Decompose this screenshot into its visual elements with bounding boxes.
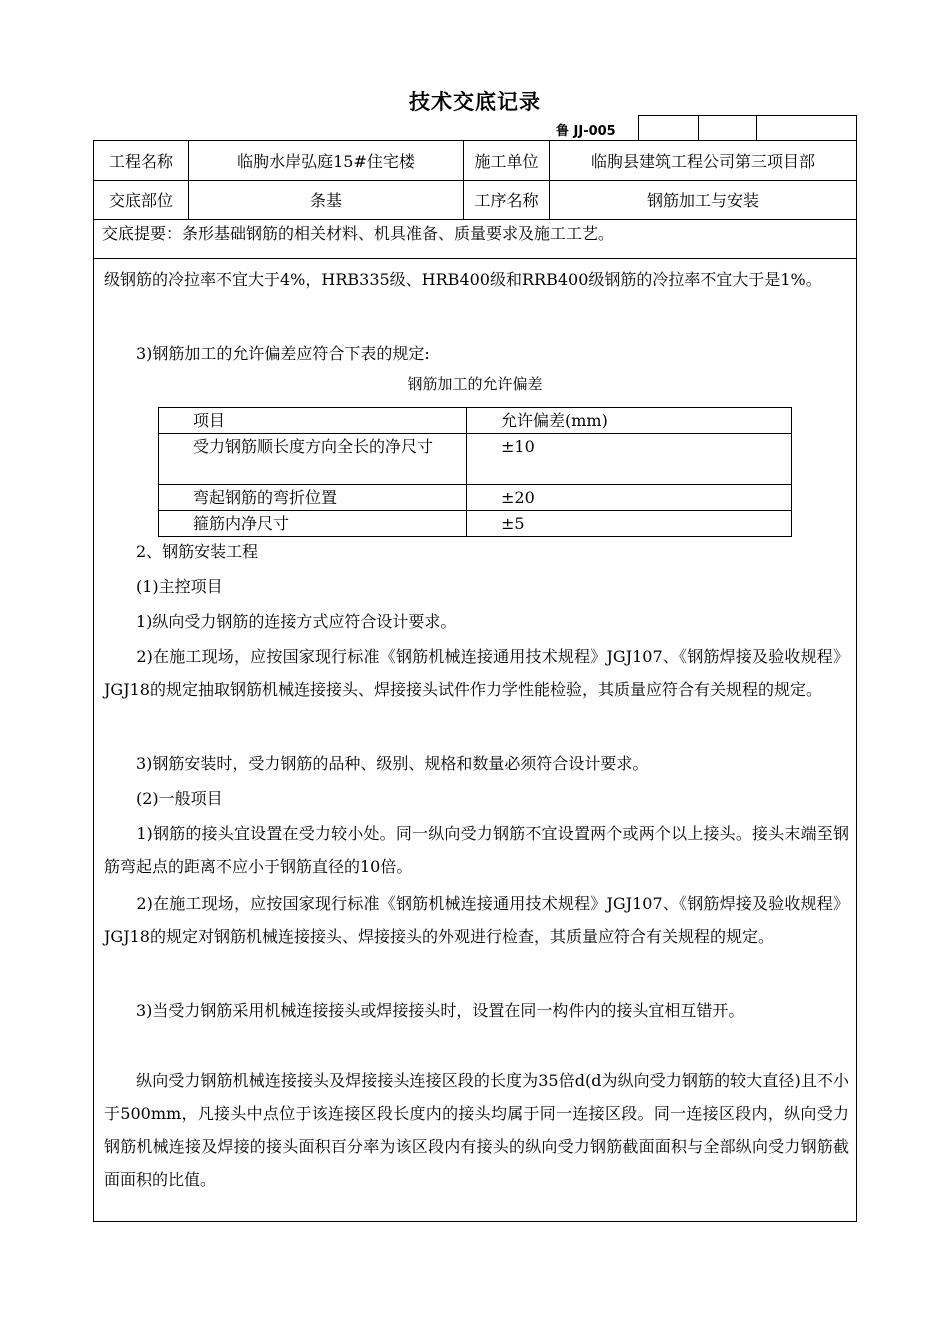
contractor: 临朐县建筑工程公司第三项目部 bbox=[590, 152, 815, 171]
tolerance-table bbox=[158, 407, 792, 537]
part: 条基 bbox=[309, 191, 342, 210]
paragraph: 3)钢筋加工的允许偏差应符合下表的规定: bbox=[104, 344, 430, 363]
paragraph: (2)一般项目 bbox=[104, 789, 223, 808]
table-header: 项目 bbox=[159, 408, 467, 434]
table-cell: 弯起钢筋的弯折位置 bbox=[159, 485, 467, 511]
contractor-label: 施工单位 bbox=[474, 152, 539, 171]
record-frame bbox=[93, 140, 857, 1222]
document-code: 鲁 JJ-005 bbox=[556, 124, 616, 139]
paragraph: 3)钢筋安装时，受力钢筋的品种、级别、规格和数量必须符合设计要求。 bbox=[104, 754, 649, 773]
summary: 交底提要：条形基础钢筋的相关材料、机具准备、质量要求及施工工艺。 bbox=[102, 224, 615, 243]
code-box-2 bbox=[698, 115, 757, 140]
code-box-1 bbox=[638, 115, 699, 140]
table-cell: ±5 bbox=[467, 511, 792, 537]
paragraph: 1)纵向受力钢筋的连接方式应符合设计要求。 bbox=[104, 612, 457, 631]
table-row bbox=[159, 511, 792, 537]
project-name-label: 工程名称 bbox=[108, 152, 173, 171]
paragraph: 2)在施工现场，应按国家现行标准《钢筋机械连接通用技术规程》JGJ107、《钢筋焊接及验收规程》JGJ18的规定对钢筋机械连接接头、焊接接头的外观进行检查，其质量应符合有关规程的规定。 bbox=[104, 894, 849, 946]
table-header: 允许偏差(mm) bbox=[467, 408, 792, 434]
row-divider bbox=[94, 258, 856, 259]
process-label: 工序名称 bbox=[474, 191, 539, 210]
table-row bbox=[159, 434, 792, 485]
paragraph: 1)钢筋的接头宜设置在受力较小处。同一纵向受力钢筋不宜设置两个或两个以上接头。接头末端至钢筋弯起点的距离不应小于钢筋直径的10倍。 bbox=[104, 824, 849, 876]
table-header-row bbox=[159, 408, 792, 434]
row-divider bbox=[94, 219, 856, 220]
paragraph: 2)在施工现场，应按国家现行标准《钢筋机械连接通用技术规程》JGJ107、《钢筋焊接及验收规程》JGJ18的规定抽取钢筋机械连接接头、焊接接头试件作力学性能检验，其质量应符合有关规程的规定。 bbox=[104, 647, 849, 699]
paragraph: 3)当受力钢筋采用机械连接接头或焊接接头时，设置在同一构件内的接头宜相互错开。 bbox=[104, 1001, 745, 1020]
table-cell: ±10 bbox=[467, 434, 792, 485]
paragraph: (1)主控项目 bbox=[104, 577, 223, 596]
paragraph: 2、钢筋安装工程 bbox=[104, 542, 259, 561]
part-label: 交底部位 bbox=[108, 191, 173, 210]
table-cell: 受力钢筋顺长度方向全长的净尺寸 bbox=[159, 434, 467, 485]
process: 钢筋加工与安装 bbox=[646, 191, 759, 210]
table-cell: 箍筋内净尺寸 bbox=[159, 511, 467, 537]
table-caption: 钢筋加工的允许偏差 bbox=[407, 375, 543, 393]
table-cell: ±20 bbox=[467, 485, 792, 511]
project-name: 临朐水岸弘庭15#住宅楼 bbox=[237, 152, 415, 171]
document-title: 技术交底记录 bbox=[409, 90, 541, 114]
paragraph: 级钢筋的冷拉率不宜大于4%，HRB335级、HRB400级和RRB400级钢筋的冷拉率不宜大于是1%。 bbox=[104, 270, 822, 289]
code-box-3 bbox=[756, 115, 857, 140]
paragraph: 纵向受力钢筋机械连接接头及焊接接头连接区段的长度为35倍d(d为纵向受力钢筋的较大直径)且不小于500mm，凡接头中点位于该连接区段长度内的接头均属于同一连接区段。同一连接区段内，纵向受力钢筋机械连接及焊接的接头面积百分率为该区段内有接头的纵向受力钢筋截面面积与全部纵向受力钢筋截面面积的比值。 bbox=[104, 1071, 849, 1189]
table-row bbox=[159, 485, 792, 511]
